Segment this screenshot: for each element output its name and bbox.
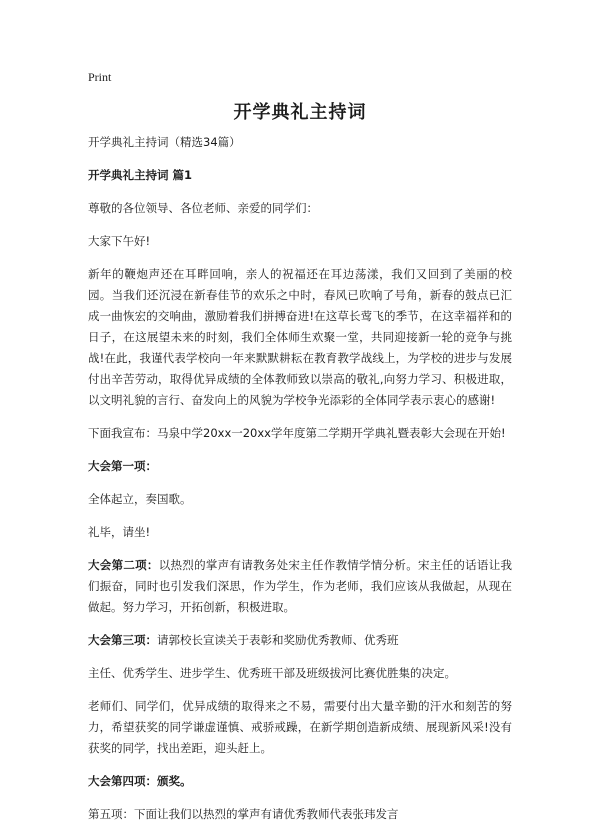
item1-heading: 大会第一项： bbox=[88, 459, 157, 473]
document-body bbox=[88, 132, 512, 837]
item2-paragraph bbox=[88, 555, 512, 618]
document-title: 开学典礼主持词 bbox=[233, 102, 367, 123]
item2-text: 以热烈的掌声有请教务处宋主任作教情学情分析。宋主任的话语让我们振奋，同时也引发我们深思，作为学生，作为老师，我们应该从我做起，从现在做起。努力学习，开拓创新，积极进取。 bbox=[88, 558, 513, 614]
item3-lead: 大会第三项： bbox=[88, 633, 157, 647]
item3-paragraph-2: 老师们、同学们，优异成绩的取得来之不易，需要付出大量辛勤的汗水和刻苦的努力，希望获奖的同学谦虚谨慎、戒骄戒躁，在新学期创造新成绩、展现新风采!没有获奖的同学，找出差距，迎头赶上。 bbox=[88, 699, 512, 755]
hello-line: 大家下午好! bbox=[88, 234, 151, 248]
item1-line2: 礼毕，请坐! bbox=[88, 525, 151, 539]
print-label: Print bbox=[88, 70, 112, 84]
item4-heading: 大会第四项：颁奖。 bbox=[88, 774, 192, 788]
item3-continuation: 主任、优秀学生、进步学生、优秀班干部及班级拔河比赛优胜集的决定。 bbox=[88, 666, 456, 680]
item3-text: 请郭校长宣读关于表彰和奖励优秀教师、优秀班 bbox=[157, 633, 399, 647]
item1-line1: 全体起立，奏国歌。 bbox=[88, 492, 192, 506]
intro-paragraph: 新年的鞭炮声还在耳畔回响，亲人的祝福还在耳边荡漾，我们又回到了美丽的校园。当我们还沉浸在新春佳节的欢乐之中时，春风已吹响了号角，新春的鼓点已汇成一曲恢宏的交响曲，激励着我们拼搏奋进!在这草长莺飞的季节，在这幸福祥和的日子，在这展望未来的时刻，我们全体师生欢聚一堂，共同迎接新一轮的竞争与挑战!在此，我谨代表学校向一年来默默耕耘在教育教学战线上，为学校的进步与发展付出辛苦劳动，取得优异成绩的全体教师致以崇高的敬礼,向努力学习、积极进取，以文明礼貌的言行、奋发向上的风貌为学校争光添彩的全体同学表示衷心的感谢! bbox=[88, 267, 512, 407]
item3-paragraph bbox=[88, 630, 512, 651]
item2-lead: 大会第二项： bbox=[88, 558, 159, 572]
greeting-line: 尊敬的各位领导、各位老师、亲爱的同学们： bbox=[88, 201, 318, 215]
announce-line: 下面我宣布：马泉中学20xx一20xx学年度第二学期开学典礼暨表彰大会现在开始! bbox=[88, 426, 506, 440]
item5-line: 第五项：下面让我们以热烈的掌声有请优秀教师代表张玮发言 bbox=[88, 807, 399, 821]
section-heading: 开学典礼主持词 篇1 bbox=[88, 168, 193, 182]
document-subtitle: 开学典礼主持词（精选34篇） bbox=[88, 135, 241, 149]
